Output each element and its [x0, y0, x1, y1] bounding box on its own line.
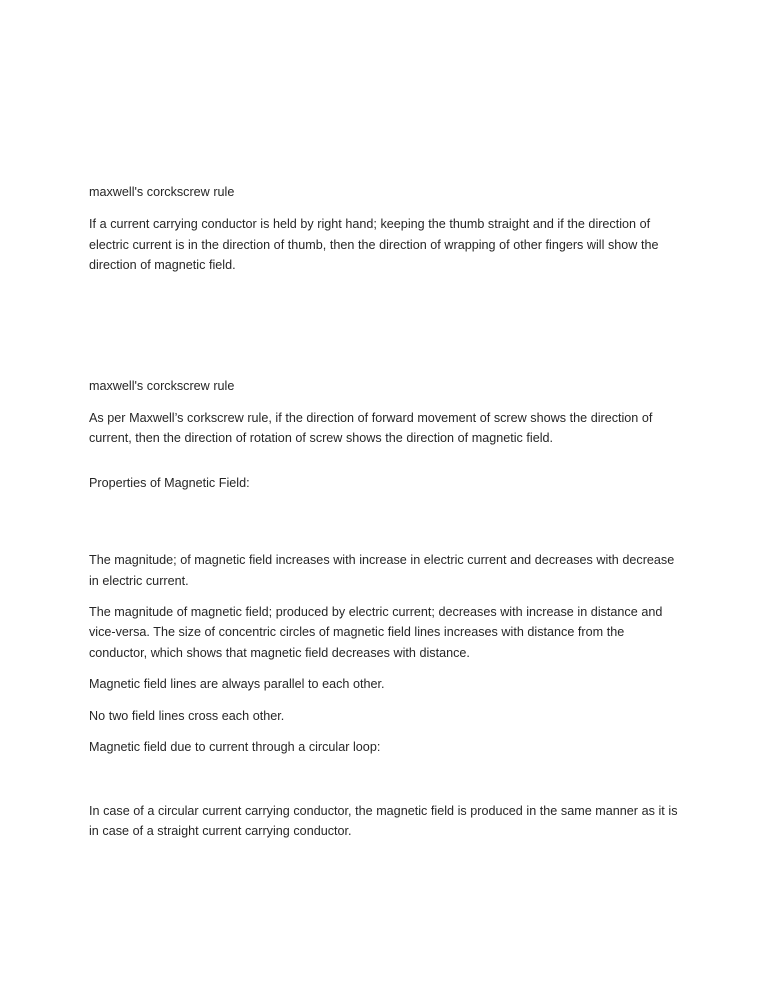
heading-maxwell-corkscrew-rule-1: maxwell's corckscrew rule — [89, 185, 235, 199]
paragraph-right-hand-thumb-rule: If a current carrying conductor is held by right hand; keeping the thumb straight and if the direction of electric current is in the direction of thumb, then the direction of wrapping of other fingers will show the direction of magnetic field. — [89, 217, 659, 273]
paragraph-field-lines-parallel: Magnetic field lines are always parallel to each other. — [89, 677, 385, 692]
spacer-between-paragraphs-4 — [89, 726, 679, 737]
spacer-after-heading-2 — [89, 396, 679, 408]
paragraph-magnitude-vs-distance: The magnitude of magnetic field; produced by electric current; decreases with increase in distance and vice-versa. The size of concentric circles of magnetic field lines increases with distance from the conductor, which shows that magnetic field decreases with distance. — [89, 605, 663, 660]
spacer-before-properties-heading — [89, 449, 679, 473]
figure-placeholder-circular-loop — [89, 758, 679, 801]
figure-placeholder-right-hand-rule — [89, 276, 679, 376]
paragraph-circular-conductor-field: In case of a circular current carrying conductor, the magnetic field is produced in the same manner as it is in case of a straight current carrying conductor. — [89, 803, 678, 838]
heading-maxwell-corkscrew-rule-2: maxwell's corckscrew rule — [89, 378, 235, 393]
document-text-column — [89, 182, 679, 841]
paragraph-corkscrew-rule-description: As per Maxwell’s corkscrew rule, if the direction of forward movement of screw shows the direction of current, then the direction of rotation of screw shows the direction of magnetic field. — [89, 411, 653, 446]
paragraph-circular-loop-heading: Magnetic field due to current through a circular loop: — [89, 740, 381, 755]
spacer-between-paragraphs-1 — [89, 591, 679, 602]
paragraph-magnitude-vs-current: The magnitude; of magnetic field increases with increase in electric current and decreases with decrease in electric current. — [89, 553, 675, 588]
heading-properties-of-magnetic-field: Properties of Magnetic Field: — [89, 475, 250, 490]
spacer-between-paragraphs-2 — [89, 663, 679, 674]
spacer-between-paragraphs-3 — [89, 695, 679, 706]
figure-placeholder-magnetic-field-properties — [89, 493, 679, 550]
paragraph-field-lines-no-cross: No two field lines cross each other. — [89, 708, 285, 723]
spacer-after-heading-1 — [89, 202, 679, 214]
